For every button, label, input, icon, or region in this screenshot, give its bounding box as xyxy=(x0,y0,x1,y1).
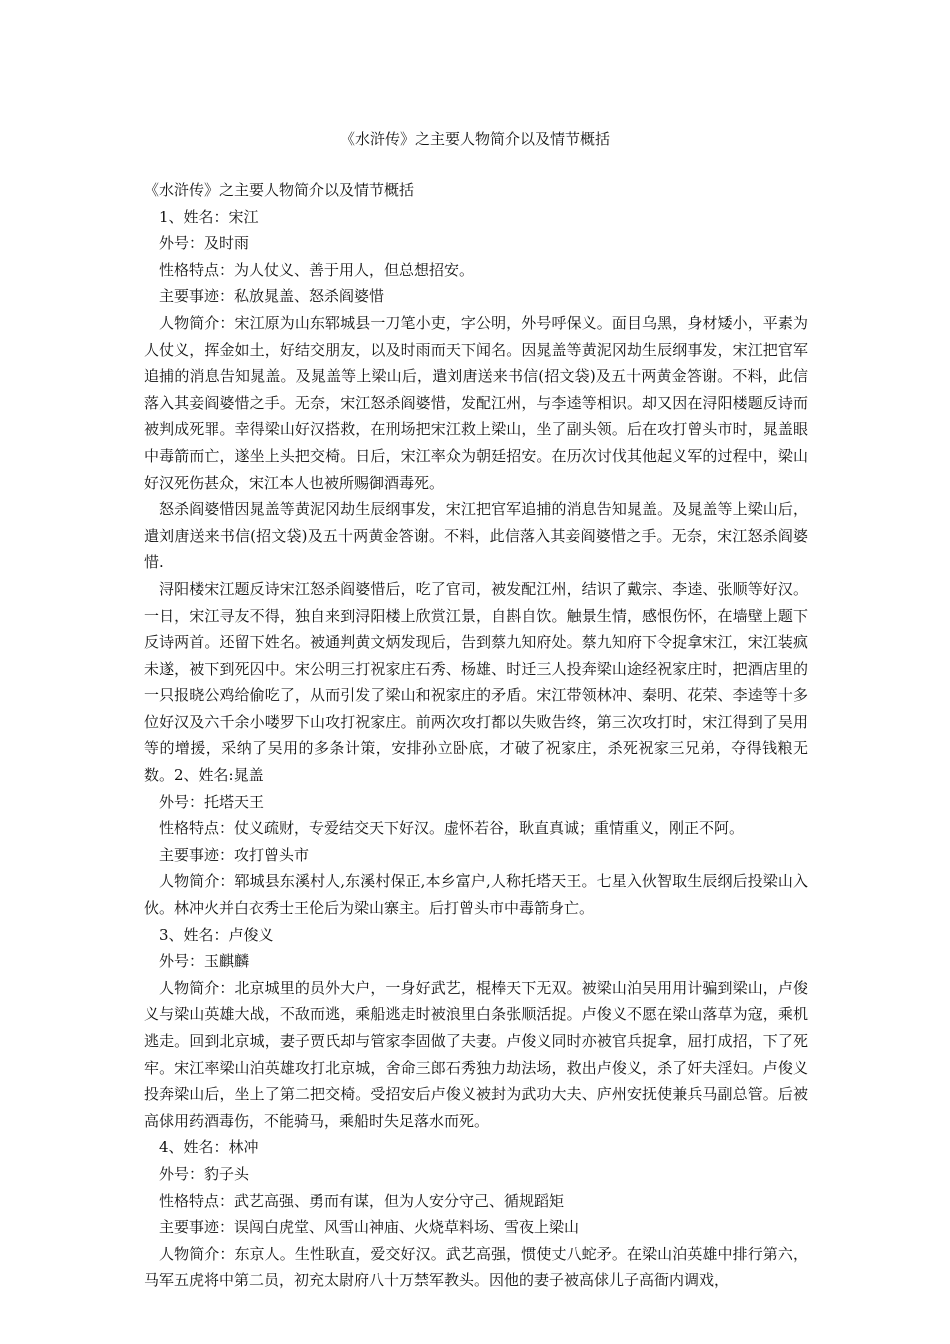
lin-intro-paragraph: 人物简介：东京人。生性耿直，爱交好汉。武艺高强，惯使丈八蛇矛。在梁山泊英雄中排行第六，马军五虎将中第二员，初充太尉府八十万禁军教头。因他的妻子被高俅儿子高衙内调戏， xyxy=(144,1244,808,1290)
chao-deeds-line: 主要事迹：攻打曾头市 xyxy=(159,845,310,864)
lu-nickname-line: 外号：玉麒麟 xyxy=(159,952,250,971)
chao-intro-paragraph: 人物简介：郓城县东溪村人,东溪村保正,本乡富户,人称托塔天王。七星入伙智取生辰纲后投梁山入伙。林冲火并白衣秀士王伦后为梁山寨主。后打曾头市中毒箭身亡。 xyxy=(144,872,808,918)
song-nickname-line: 外号：及时雨 xyxy=(159,234,250,253)
chao-nickname-line: 外号：托塔天王 xyxy=(159,792,265,811)
xunyang-paragraph: 浔阳楼宋江题反诗宋江怒杀阎婆惜后，吃了官司，被发配江州，结识了戴宗、李逵、张顺等好汉。一日，宋江寻友不得，独自来到浔阳楼上欣赏江景，自斟自饮。触景生情，感恨伤怀，在墙壁上题下反诗两首。还留下姓名。被通判黄文炳发现后，告到蔡九知府处。蔡九知府下令捉拿宋江，宋江装疯未遂，被下到死囚中。宋公明三打祝家庄石秀、杨雄、时迁三人投奔梁山途经祝家庄时，把酒店里的一只报晓公鸡给偷吃了，从而引发了梁山和祝家庄的矛盾。宋江带领林冲、秦明、花荣、李逵等十多位好汉及六千余小喽罗下山攻打祝家庄。前两次攻打都以失败告终，第三次攻打时，宋江得到了吴用等的增援，采纳了吴用的多条计策，安排孙立卧底，才破了祝家庄，杀死祝家三兄弟，夺得钱粮无数。2、姓名:晁盖 xyxy=(144,579,808,785)
song-name-line: 1、姓名：宋江 xyxy=(159,207,259,226)
yan-poxi-paragraph: 怒杀阎婆惜因晁盖等黄泥冈劫生辰纲事发，宋江把官军追捕的消息告知晁盖。及晁盖等上梁山后，遣刘唐送来书信(招文袋)及五十两黄金答谢。不料，此信落入其妾阎婆惜之手。无奈，宋江怒杀阎婆惜. xyxy=(144,500,808,572)
document-body xyxy=(144,177,808,1294)
song-deeds-line: 主要事迹：私放晁盖、怒杀阎婆惜 xyxy=(159,287,385,306)
document-title: 《水浒传》之主要人物简介以及情节概括 xyxy=(339,130,610,148)
lin-traits-line: 性格特点：武艺高强、勇而有谋，但为人安分守己、循规蹈矩 xyxy=(159,1191,565,1210)
lin-deeds-line: 主要事迹：误闯白虎堂、风雪山神庙、火烧草料场、雪夜上梁山 xyxy=(159,1218,580,1237)
lu-intro-paragraph: 人物简介：北京城里的员外大户，一身好武艺，棍棒天下无双。被梁山泊吴用用计骗到梁山，卢俊义与梁山英雄大战，不敌而逃，乘船逃走时被浪里白条张顺活捉。卢俊义不愿在梁山落草为寇，乘机逃走。回到北京城，妻子贾氏却与管家李固做了夫妻。卢俊义同时亦被官兵捉拿，屈打成招，下了死牢。宋江率梁山泊英雄攻打北京城，舍命三郎石秀独力劫法场，救出卢俊义，杀了奸夫淫妇。卢俊义投奔梁山后，坐上了第二把交椅。受招安后卢俊义被封为武功大夫、庐州安抚使兼兵马副总管。后被高俅用药酒毒伤，不能骑马，乘船时失足落水而死。 xyxy=(144,978,808,1130)
body-heading: 《水浒传》之主要人物简介以及情节概括 xyxy=(144,181,415,199)
lu-name-line: 3、姓名：卢俊义 xyxy=(159,925,274,944)
chao-traits-line: 性格特点：仗义疏财，专爱结交天下好汉。虚怀若谷，耿直真诚；重情重义，刚正不阿。 xyxy=(159,819,745,838)
lin-nickname-line: 外号：豹子头 xyxy=(159,1164,250,1183)
lin-name-line: 4、姓名：林冲 xyxy=(159,1138,259,1157)
song-intro-paragraph: 人物简介：宋江原为山东郓城县一刀笔小吏，字公明，外号呼保义。面目乌黑，身材矮小，平素为人仗义，挥金如土，好结交朋友，以及时雨而天下闻名。因晁盖等黄泥冈劫生辰纲事发，宋江把官军追捕的消息告知晁盖。及晁盖等上梁山后，遣刘唐送来书信(招文袋)及五十两黄金答谢。不料，此信落入其妾阎婆惜之手。无奈，宋江怒杀阎婆惜，发配江州，与李逵等相识。却又因在浔阳楼题反诗而被判成死罪。幸得梁山好汉搭救，在刑场把宋江救上梁山，坐了副头领。后在攻打曾头市时，晁盖眼中毒箭而亡，遂坐上头把交椅。日后，宋江率众为朝廷招安。在历次讨伐其他起义军的过程中，梁山好汉死伤甚众，宋江本人也被所赐御酒毒死。 xyxy=(144,313,808,492)
song-traits-line: 性格特点：为人仗义、善于用人，但总想招安。 xyxy=(159,260,475,279)
